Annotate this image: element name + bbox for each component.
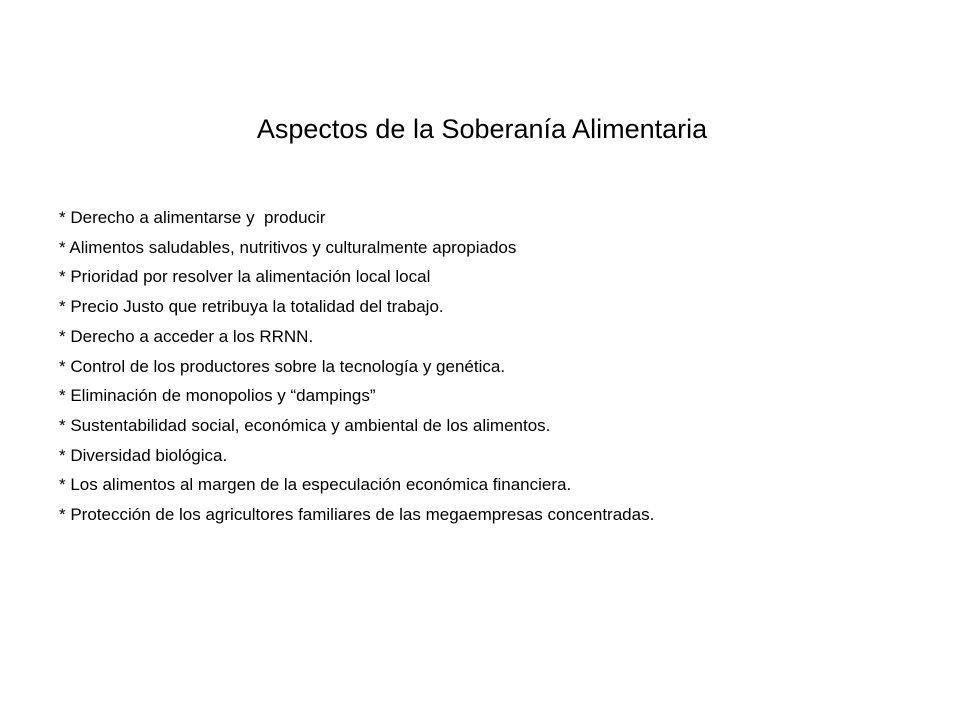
list-item: * Diversidad biológica. <box>59 445 228 465</box>
bullet-list <box>59 203 939 530</box>
list-item: * Alimentos saludables, nutritivos y culturalmente apropiados <box>59 237 517 257</box>
list-item: * Eliminación de monopolios y “dampings” <box>59 386 376 406</box>
list-item: * Control de los productores sobre la tecnología y genética. <box>59 356 506 376</box>
slide-title: Aspectos de la Soberanía Alimentaria <box>256 114 708 144</box>
list-item: * Derecho a alimentarse y producir <box>59 208 326 227</box>
list-item: * Prioridad por resolver la alimentación local local <box>59 267 431 287</box>
list-item: * Derecho a acceder a los RRNN. <box>59 326 314 346</box>
list-item: * Los alimentos al margen de la especulación económica financiera. <box>59 475 572 495</box>
list-item: * Protección de los agricultores familiares de las megaempresas concentradas. <box>59 505 655 525</box>
list-item: * Precio Justo que retribuya la totalidad del trabajo. <box>59 297 444 317</box>
list-item: * Sustentabilidad social, económica y ambiental de los alimentos. <box>59 415 551 435</box>
